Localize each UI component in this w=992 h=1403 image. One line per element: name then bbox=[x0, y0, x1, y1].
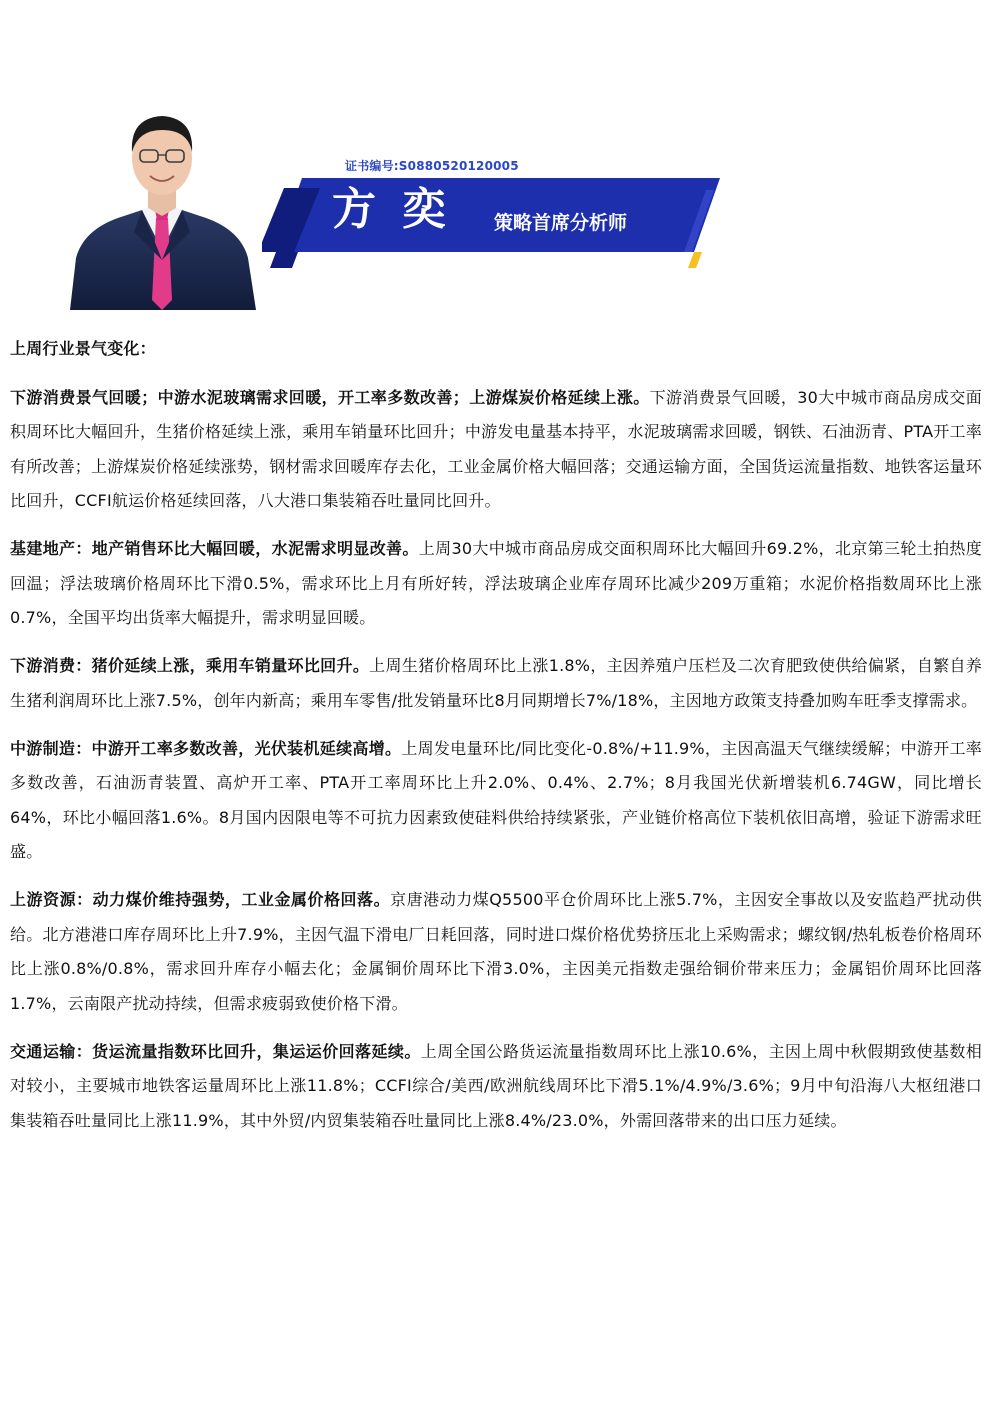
certificate-number: 证书编号:S0880520120005 bbox=[345, 159, 519, 173]
paragraph-body: 上周30大中城市商品房成交面积周环比大幅回升69.2%，北京第三轮土拍热度回温；浮法玻璃价格周环比下滑0.5%，需求环比上月有所好转，浮法玻璃企业库存周环比减少209万重箱；水泥价格指数周环比上涨0.7%，全国平均出货率大幅提升，需求明显回暖。 bbox=[10, 539, 982, 627]
paragraph-lead: 中游制造：中游开工率多数改善，光伏装机延续高增。 bbox=[10, 738, 402, 758]
report-content bbox=[10, 332, 982, 1152]
paragraph-overview bbox=[10, 381, 982, 519]
paragraph-lead: 交通运输：货运流量指数环比回升，集运运价回落延续。 bbox=[10, 1041, 421, 1061]
paragraph-upstream bbox=[10, 883, 982, 1021]
paragraph-lead: 下游消费景气回暖；中游水泥玻璃需求回暖，开工率多数改善；上游煤炭价格延续上涨。 bbox=[10, 387, 650, 407]
paragraph-lead: 基建地产：地产销售环比大幅回暖，水泥需求明显改善。 bbox=[10, 539, 419, 558]
analyst-photo bbox=[62, 100, 262, 310]
paragraph-body: 上周发电量环比/同比变化-0.8%/+11.9%，主因高温天气继续缓解；中游开工率多数改善，石油沥青装置、高炉开工率、PTA开工率周环比上升2.0%、0.4%、2.7%；8月我国光伏新增装机6.74GW，同比增长64%，环比小幅回落1.6%。8月国内因限电等不可抗力因素致使硅料供给持续紧张，产业链价格高位下装机依旧高增，验证下游需求旺盛。 bbox=[10, 738, 982, 861]
paragraph-body: 上周生猪价格周环比上涨1.8%，主因养殖户压栏及二次育肥致使供给偏紧，自繁自养生猪利润周环比上涨7.5%，创年内新高；乘用车零售/批发销量环比8月同期增长7%/18%，主因地方政策支持叠加购车旺季支撑需求。 bbox=[10, 656, 983, 710]
paragraph-midstream bbox=[10, 732, 982, 870]
paragraph-lead: 下游消费：猪价延续上涨，乘用车销量环比回升。 bbox=[10, 656, 370, 675]
paragraph-body: 下游消费景气回暖，30大中城市商品房成交面积周环比大幅回升，生猪价格延续上涨，乘用车销量环比回升；中游发电量基本持平，水泥玻璃需求回暖，钢铁、石油沥青、PTA开工率有所改善；上游煤炭价格延续涨势，钢材需求回暖库存去化，工业金属价格大幅回落；交通运输方面，全国货运流量指数、地铁客运量环比回升，CCFI航运价格延续回落，八大港口集装箱吞吐量同比回升。 bbox=[10, 387, 983, 510]
paragraph-infrastructure bbox=[10, 532, 982, 636]
paragraph-lead: 上游资源：动力煤价维持强势，工业金属价格回落。 bbox=[10, 890, 391, 909]
section-title: 上周行业景气变化： bbox=[10, 339, 156, 358]
paragraph-downstream bbox=[10, 649, 982, 718]
analyst-header bbox=[0, 0, 992, 320]
analyst-role: 策略首席分析师 bbox=[494, 212, 628, 234]
paragraph-transport bbox=[10, 1035, 982, 1139]
analyst-name: 方奕 bbox=[332, 184, 472, 235]
paragraph-body: 京唐港动力煤Q5500平仓价周环比上涨5.7%，主因安全事故以及安监趋严扰动供给。北方港港口库存周环比上升7.9%，主因气温下滑电厂日耗回落，同时进口煤价格优势挤压北上采购需求；螺纹钢/热轧板卷价格周环比上涨0.8%/0.8%，需求回升库存小幅去化；金属铜价周环比下滑3.0%，主因美元指数走强给铜价带来压力；金属铝价周环比回落1.7%，云南限产扰动持续，但需求疲弱致使价格下滑。 bbox=[10, 890, 982, 1013]
paragraph-body: 上周全国公路货运流量指数周环比上涨10.6%，主因上周中秋假期致使基数相对较小，主要城市地铁客运量周环比上涨11.8%；CCFI综合/美西/欧洲航线周环比下滑5.1%/4.9%/3.6%；9月中旬沿海八大枢纽港口集装箱吞吐量同比上涨11.9%，其中外贸/内贸集装箱吞吐量同比上涨8.4%/23.0%，外需回落带来的出口压力延续。 bbox=[10, 1041, 982, 1130]
